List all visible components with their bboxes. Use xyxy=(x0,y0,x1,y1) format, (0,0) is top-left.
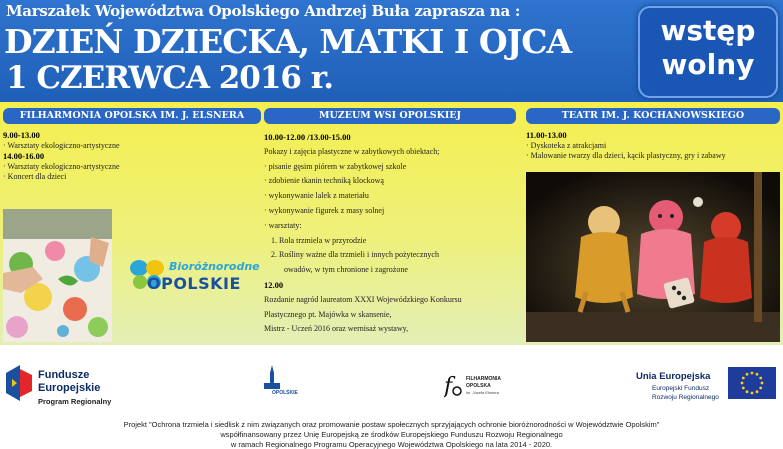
schedule-line: 2. Rośliny ważne dla trzmieli i innych pożytecznych xyxy=(271,250,439,260)
venue-header-teatr: TEATR IM. J. KOCHANOWSKIEGO xyxy=(526,108,780,124)
schedule-line: · Warsztaty ekologiczno-artystyczne xyxy=(3,140,120,150)
opolskie-logo-text: OPOLSKIE xyxy=(272,390,298,396)
ue-subtitle-line2: Rozwoju Regionalnego xyxy=(652,394,719,401)
schedule-line: 10.00-12.00 /13.00-15.00 xyxy=(264,132,351,142)
eu-flag-icon xyxy=(728,367,776,399)
children-painting-photo xyxy=(3,209,112,342)
theatre-puppets-photo xyxy=(526,172,780,342)
invitation-line: Marszałek Województwa Opolskiego Andrzej Buła zaprasza na : xyxy=(6,2,521,20)
event-title: DZIEŃ DZIECKA, MATKI I OJCA xyxy=(4,22,572,61)
badge-line-2: wolny xyxy=(661,48,755,81)
schedule-line: · Warsztaty ekologiczno-artystyczne xyxy=(3,161,120,171)
schedule-line: · Dyskoteka z atrakcjami xyxy=(526,140,607,150)
header-banner xyxy=(0,0,783,102)
project-info-line3: w ramach Regionalnego Programu Operacyjnego Województwa Opolskiego na lata 2014 - 2020. xyxy=(230,440,553,449)
schedule-line: · zdobienie tkanin techniką klockową xyxy=(264,176,384,186)
schedule-line: Pokazy i zajęcia plastyczne w zabytkowych obiektach; xyxy=(264,146,440,156)
schedule-line: · pisanie gęsim piórem w zabytkowej szkole xyxy=(264,161,407,171)
schedule-line: Mistrz - Uczeń 2016 oraz wernisaż wystawy, xyxy=(264,324,409,334)
logo-line-2: OPOLSKIE xyxy=(147,274,241,293)
fe-subtitle: Program Regionalny xyxy=(38,397,112,406)
schedule-line: · Koncert dla dzieci xyxy=(3,172,67,181)
schedule-line: · wykonywanie lalek z materiału xyxy=(264,191,369,201)
filharmonia-logo-line2: OPOLSKA xyxy=(466,383,491,389)
schedule-line: 1. Rola trzmiela w przyrodzie xyxy=(271,235,367,245)
badge-line-1: wstęp xyxy=(660,14,756,47)
project-info-line1: Projekt "Ochrona trzmiela i siedlisk z nim związanych oraz promowanie postaw społecznych sprzyjających ochronie bioróżnorodności w Województwie Opolskim" xyxy=(123,420,660,429)
fe-title-line2: Europejskie xyxy=(38,382,101,394)
filharmonia-schedule xyxy=(3,130,258,183)
free-entry-badge xyxy=(638,6,778,98)
filharmonia-logo-line3: im. Józefa Elsnera xyxy=(466,390,499,395)
footer-logos xyxy=(0,345,783,449)
schedule-line: 9.00-13.00 xyxy=(3,130,40,140)
schedule-line: Rozdanie nagród laureatom XXXI Wojewódzkiego Konkursu xyxy=(264,294,462,304)
muzeum-schedule xyxy=(264,130,519,337)
venue-header-filharmonia: FILHARMONIA OPOLSKA IM. J. ELSNERA xyxy=(3,108,261,124)
event-date: 1 CZERWCA 2016 r. xyxy=(6,60,334,96)
schedule-line: owadów, w tym chronione i zagrożone xyxy=(284,265,408,275)
venue-header-muzeum: MUZEUM WSI OPOLSKIEJ xyxy=(264,108,516,124)
fe-title-line1: Fundusze xyxy=(38,369,90,381)
opolskie-tower-icon xyxy=(262,365,282,391)
bioroznorodne-opolskie-logo xyxy=(127,257,260,297)
schedule-line: · warsztaty: xyxy=(264,220,302,230)
ue-title: Unia Europejska xyxy=(636,371,711,382)
schedule-line: 12.00 xyxy=(264,279,284,290)
schedule-line: · Malowanie twarzy dla dzieci, kącik plastyczny, gry i zabawy xyxy=(526,151,726,160)
filharmonia-logo-icon xyxy=(444,371,464,399)
schedule-line: 14.00-16.00 xyxy=(3,151,45,161)
svg-text:f: f xyxy=(444,374,453,399)
schedule-line: · wykonywanie figurek z masy solnej xyxy=(264,205,385,215)
project-info-line2: współfinansowany przez Unię Europejską ze środków Europejskiego Funduszu Rozwoju Regionalnego xyxy=(220,430,563,439)
teatr-schedule xyxy=(526,130,781,162)
filharmonia-logo-line1: FILHARMONIA xyxy=(466,376,501,382)
fundusze-europejskie-icon xyxy=(4,365,34,401)
schedule-line: Plastycznego pt. Majówka w skansenie, xyxy=(264,309,392,319)
schedule-line: 11.00-13.00 xyxy=(526,130,567,140)
ue-subtitle-line1: Europejski Fundusz xyxy=(652,385,710,392)
logo-line-1: Bioróżnorodne xyxy=(169,260,260,273)
